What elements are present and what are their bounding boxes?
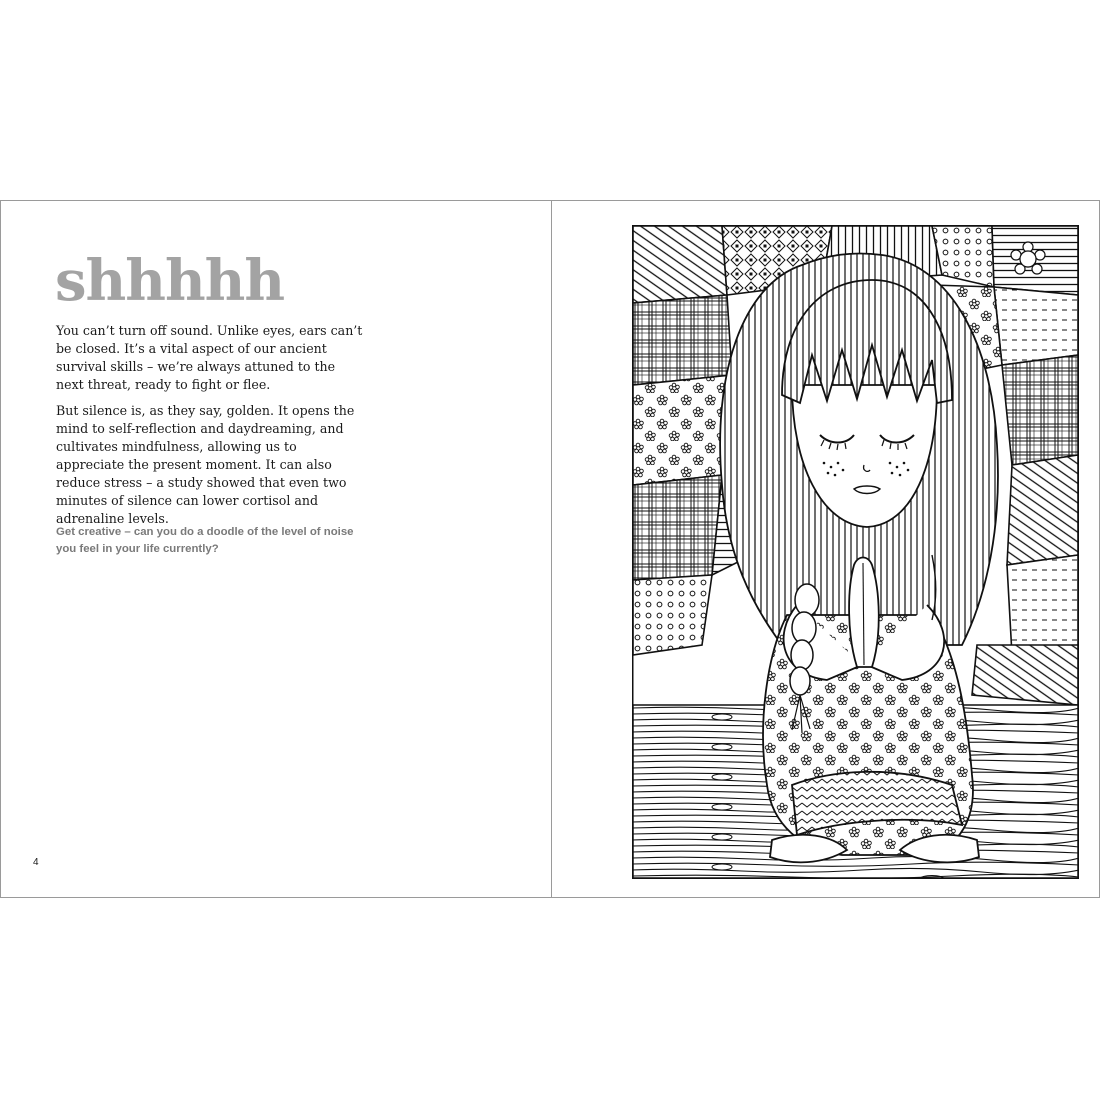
- activity-prompt: Get creative – can you do a doodle of the level of noise you feel in your life currently?: [56, 526, 354, 555]
- page-number: 4: [33, 857, 39, 868]
- body-text: [56, 322, 366, 536]
- book-spread: [0, 200, 1100, 898]
- right-page: [552, 201, 1100, 897]
- paragraph-1: You can’t turn off sound. Unlike eyes, ears can’t be closed. It’s a vital aspect of our ancient survival skills – we’re always attuned to the next threat, ready to fight or flee.: [56, 323, 363, 392]
- page-title: shhhhh: [55, 248, 285, 314]
- paragraph-2: But silence is, as they say, golden. It opens the mind to self-reflection and daydreaming, and cultivates mindfulness, allowing us to appreciate the present moment. It can also reduce stress – a study showed that even two minutes of silence can lower cortisol and adrenaline levels.: [56, 403, 355, 526]
- coloring-illustration: [632, 225, 1079, 879]
- left-page: [1, 201, 551, 897]
